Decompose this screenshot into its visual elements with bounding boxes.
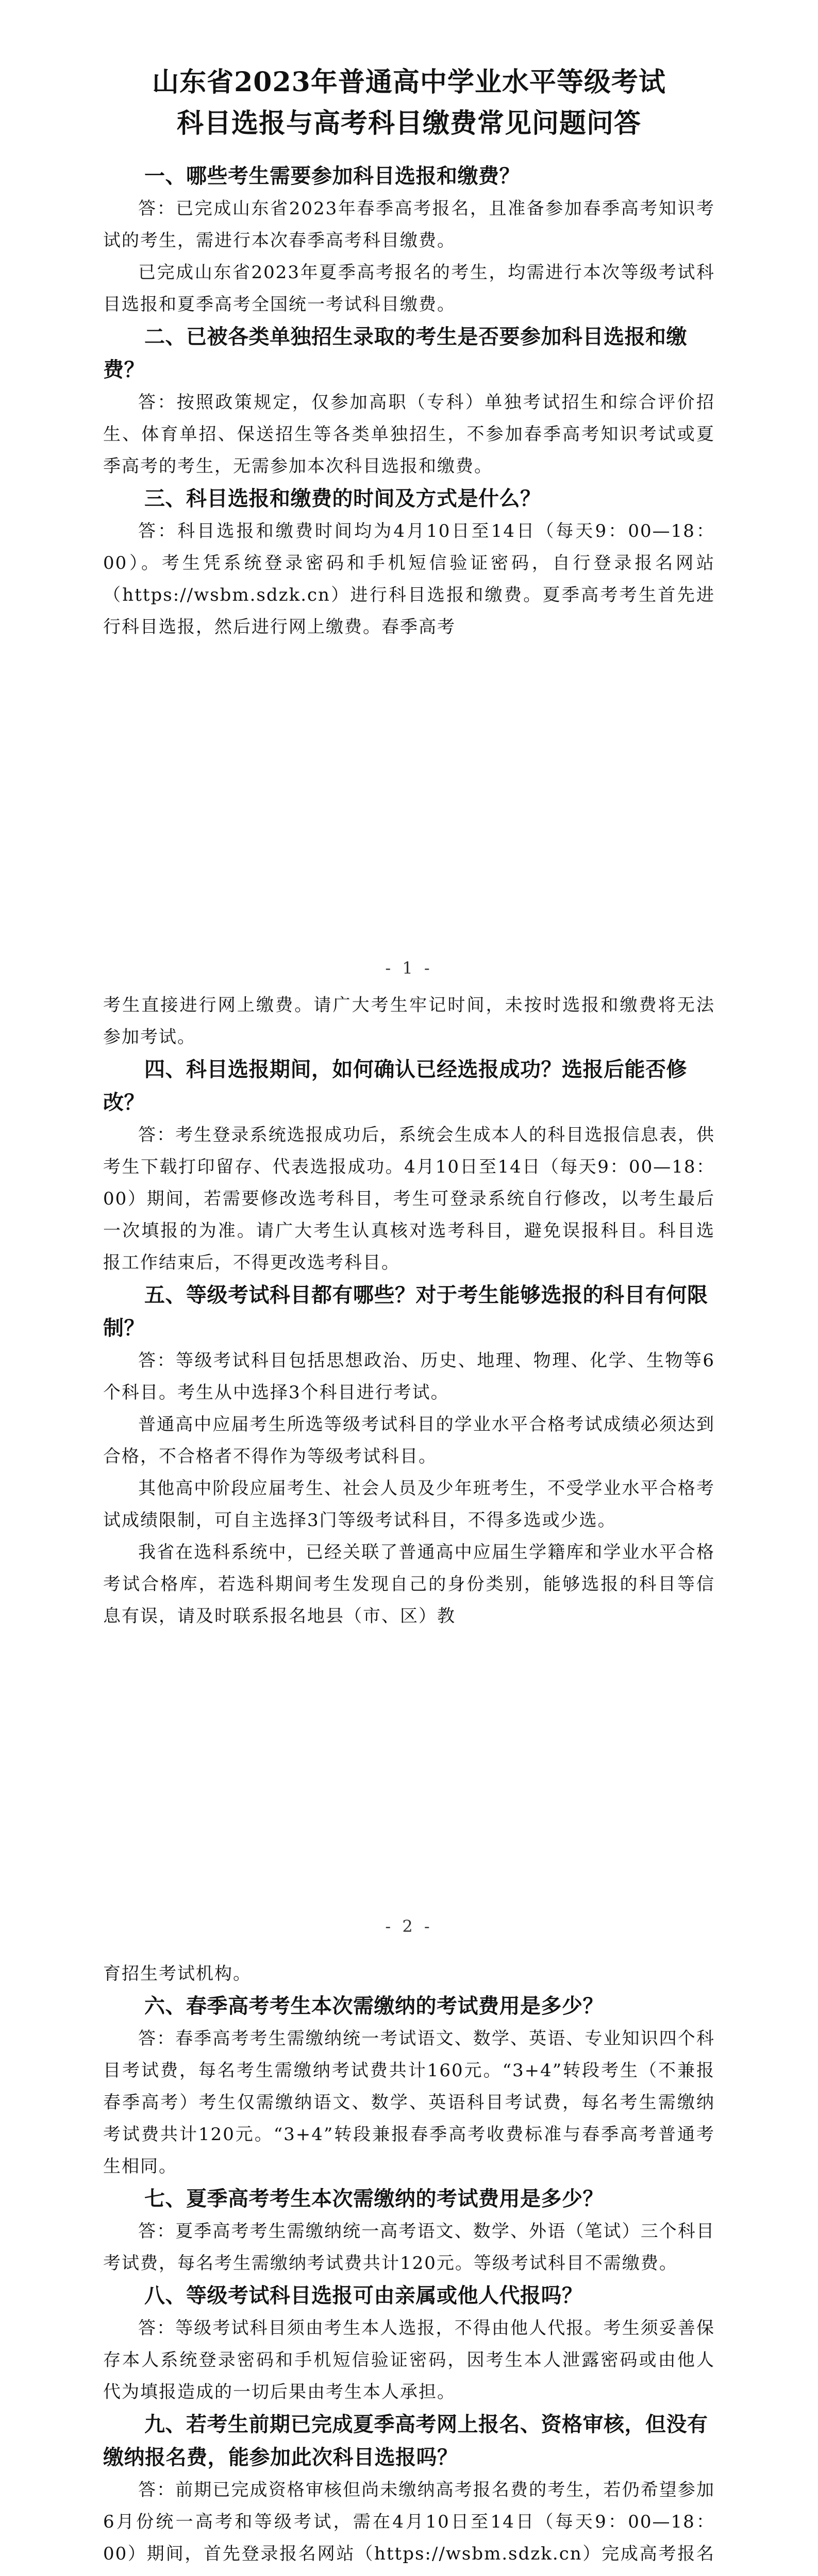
answer-1-para-2: 已完成山东省2023年夏季高考报名的考生，均需进行本次等级考试科目选报和夏季高考全国统一考试科目缴费。 [103, 262, 715, 315]
question-6: 六、春季高考考生本次需缴纳的考试费用是多少？ [144, 1994, 604, 2018]
answer-3-continuation: 考生直接进行网上缴费。请广大考生牢记时间，未按时选报和缴费将无法参加考试。 [103, 995, 715, 1047]
question-3: 三、科目选报和缴费的时间及方式是什么？ [144, 487, 541, 511]
question-4: 四、科目选报期间，如何确认已经选报成功？选报后能否修改？ [103, 1058, 687, 1114]
answer-9-para-1: 答：前期已完成资格审核但尚未缴纳高考报名费的考生，若仍希望参加6月份统一高考和等级考试，需在4月10日至14日（每天9：00—18：00）期间，首先登录报名网站（https://wsbm.sdzk.cn）完成高考报名 [103, 2480, 715, 2564]
answer-5-para-1: 答：等级考试科目包括思想政治、历史、地理、物理、化学、生物等6个科目。考生从中选择3个科目进行考试。 [103, 1350, 715, 1403]
answer-5-continuation: 育招生考试机构。 [103, 1963, 252, 1984]
page-3 [0, 1958, 818, 2576]
question-5: 五、等级考试科目都有哪些？对于考生能够选报的科目有何限制？ [103, 1283, 708, 1340]
page-number-1: - 1 - [385, 958, 433, 978]
page-2 [0, 989, 818, 1632]
question-9: 九、若考生前期已完成夏季高考网上报名、资格审核，但没有缴纳报名费，能参加此次科目选报吗？ [103, 2413, 708, 2469]
answer-1-para-1: 答：已完成山东省2023年春季高考报名，且准备参加春季高考知识考试的考生，需进行本次春季高考科目缴费。 [103, 198, 715, 251]
page-1 [0, 62, 818, 643]
answer-4-para-1: 答：考生登录系统选报成功后，系统会生成本人的科目选报信息表，供考生下载打印留存、代表选报成功。4月10日至14日（每天9：00—18：00）期间，若需要修改选考科目，考生可登录系统自行修改，以考生最后一次填报的为准。请广大考生认真核对选考科目，避免误报科目。科目选报工作结束后，不得更改选考科目。 [103, 1125, 715, 1273]
answer-8-para-1: 答：等级考试科目须由考生本人选报，不得由他人代报。考生须妥善保存本人系统登录密码和手机短信验证密码，因考生本人泄露密码或由他人代为填报造成的一切后果由考生本人承担。 [103, 2318, 715, 2402]
question-2: 二、已被各类单独招生录取的考生是否要参加科目选报和缴费？ [103, 325, 687, 382]
answer-2-para-1: 答：按照政策规定，仅参加高职（专科）单独考试招生和综合评价招生、体育单招、保送招生等各类单独招生，不参加春季高考知识考试或夏季高考的考生，无需参加本次科目选报和缴费。 [103, 392, 715, 477]
answer-6-para-1: 答：春季高考考生需缴纳统一考试语文、数学、英语、专业知识四个科目考试费，每名考生需缴纳考试费共计160元。“3+4”转段考生（不兼报春季高考）考生仅需缴纳语文、数学、英语科目考试费，每名考生需缴纳考试费共计120元。“3+4”转段兼报春季高考收费标准与春季高考普通考生相同。 [103, 2028, 715, 2177]
answer-5-para-4: 我省在选科系统中，已经关联了普通高中应届生学籍库和学业水平合格考试合格库，若选科期间考生发现自己的身份类别，能够选报的科目等信息有误，请及时联系报名地县（市、区）教 [103, 1542, 715, 1626]
answer-5-para-3: 其他高中阶段应届考生、社会人员及少年班考生，不受学业水平合格考试成绩限制，可自主选择3门等级考试科目，不得多选或少选。 [103, 1478, 715, 1531]
question-8: 八、等级考试科目选报可由亲属或他人代报吗？ [144, 2284, 583, 2308]
document-title-line-1: 山东省2023年普通高中学业水平等级考试 [152, 66, 666, 98]
answer-5-para-2: 普通高中应届考生所选等级考试科目的学业水平合格考试成绩必须达到合格，不合格者不得作为等级考试科目。 [103, 1414, 715, 1467]
answer-3-para-1: 答：科目选报和缴费时间均为4月10日至14日（每天9：00—18：00）。考生凭系统登录密码和手机短信验证密码，自行登录报名网站（https://wsbm.sdzk.cn）进行科目选报和缴费。夏季高考考生首先进行科目选报，然后进行网上缴费。春季高考 [103, 521, 715, 637]
question-1: 一、哪些考生需要参加科目选报和缴费？ [144, 164, 520, 188]
page-number-2: - 2 - [385, 1917, 433, 1936]
answer-7-para-1: 答：夏季高考考生需缴纳统一高考语文、数学、外语（笔试）三个科目考试费，每名考生需缴纳考试费共计120元。等级考试科目不需缴费。 [103, 2221, 715, 2274]
document-title-line-2: 科目选报与高考科目缴费常见问题问答 [176, 108, 641, 139]
question-7: 七、夏季高考考生本次需缴纳的考试费用是多少？ [144, 2187, 604, 2211]
